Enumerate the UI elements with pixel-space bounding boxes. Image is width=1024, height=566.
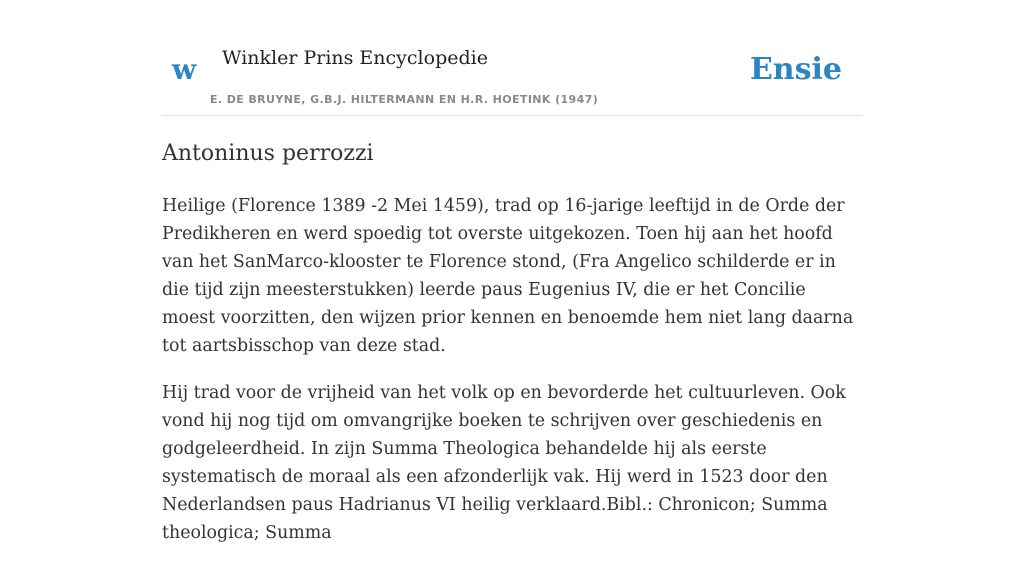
source-header [162,40,862,116]
article-paragraph: Hij trad voor de vrijheid van het volk op en bevorderde het cultuurleven. Ook vond hij nog tijd om omvangrijke boeken te schrijven over geschiedenis en godgeleerdheid. In zijn Summa Theologica behandelde hij als eerste systematisch de moraal als een afzonderlijk vak. Hij werd in 1523 door den Nederlandsen paus Hadrianus VI heilig verklaard.Bibl.: Chronicon; Summa theologica; Summa [162,383,846,543]
source-title[interactable]: Winkler Prins Encyclopedie [222,47,488,69]
ensie-logo-link[interactable]: Ensie [749,52,842,87]
article-title: Antoninus perrozzi [162,141,374,166]
source-authors: E. DE BRUYNE, G.B.J. HILTERMANN EN H.R. HOETINK (1947) [210,93,599,106]
article-body [162,192,862,566]
article-paragraph: Heilige (Florence 1389 -2 Mei 1459), trad op 16-jarige leeftijd in de Orde der Predikheren en werd spoedig tot overste uitgekozen. Toen hij aan het hoofd van het SanMarco-klooster te Florence stond, (Fra Angelico schilderde er in die tijd zijn meesterstukken) leerde paus Eugenius IV, die er het Concilie moest voorzitten, den wijzen prior kennen en benoemde hem niet lang daarna tot aartsbisschop van deze stad. [162,196,854,356]
winkler-prins-logo-icon[interactable]: w [172,53,197,86]
